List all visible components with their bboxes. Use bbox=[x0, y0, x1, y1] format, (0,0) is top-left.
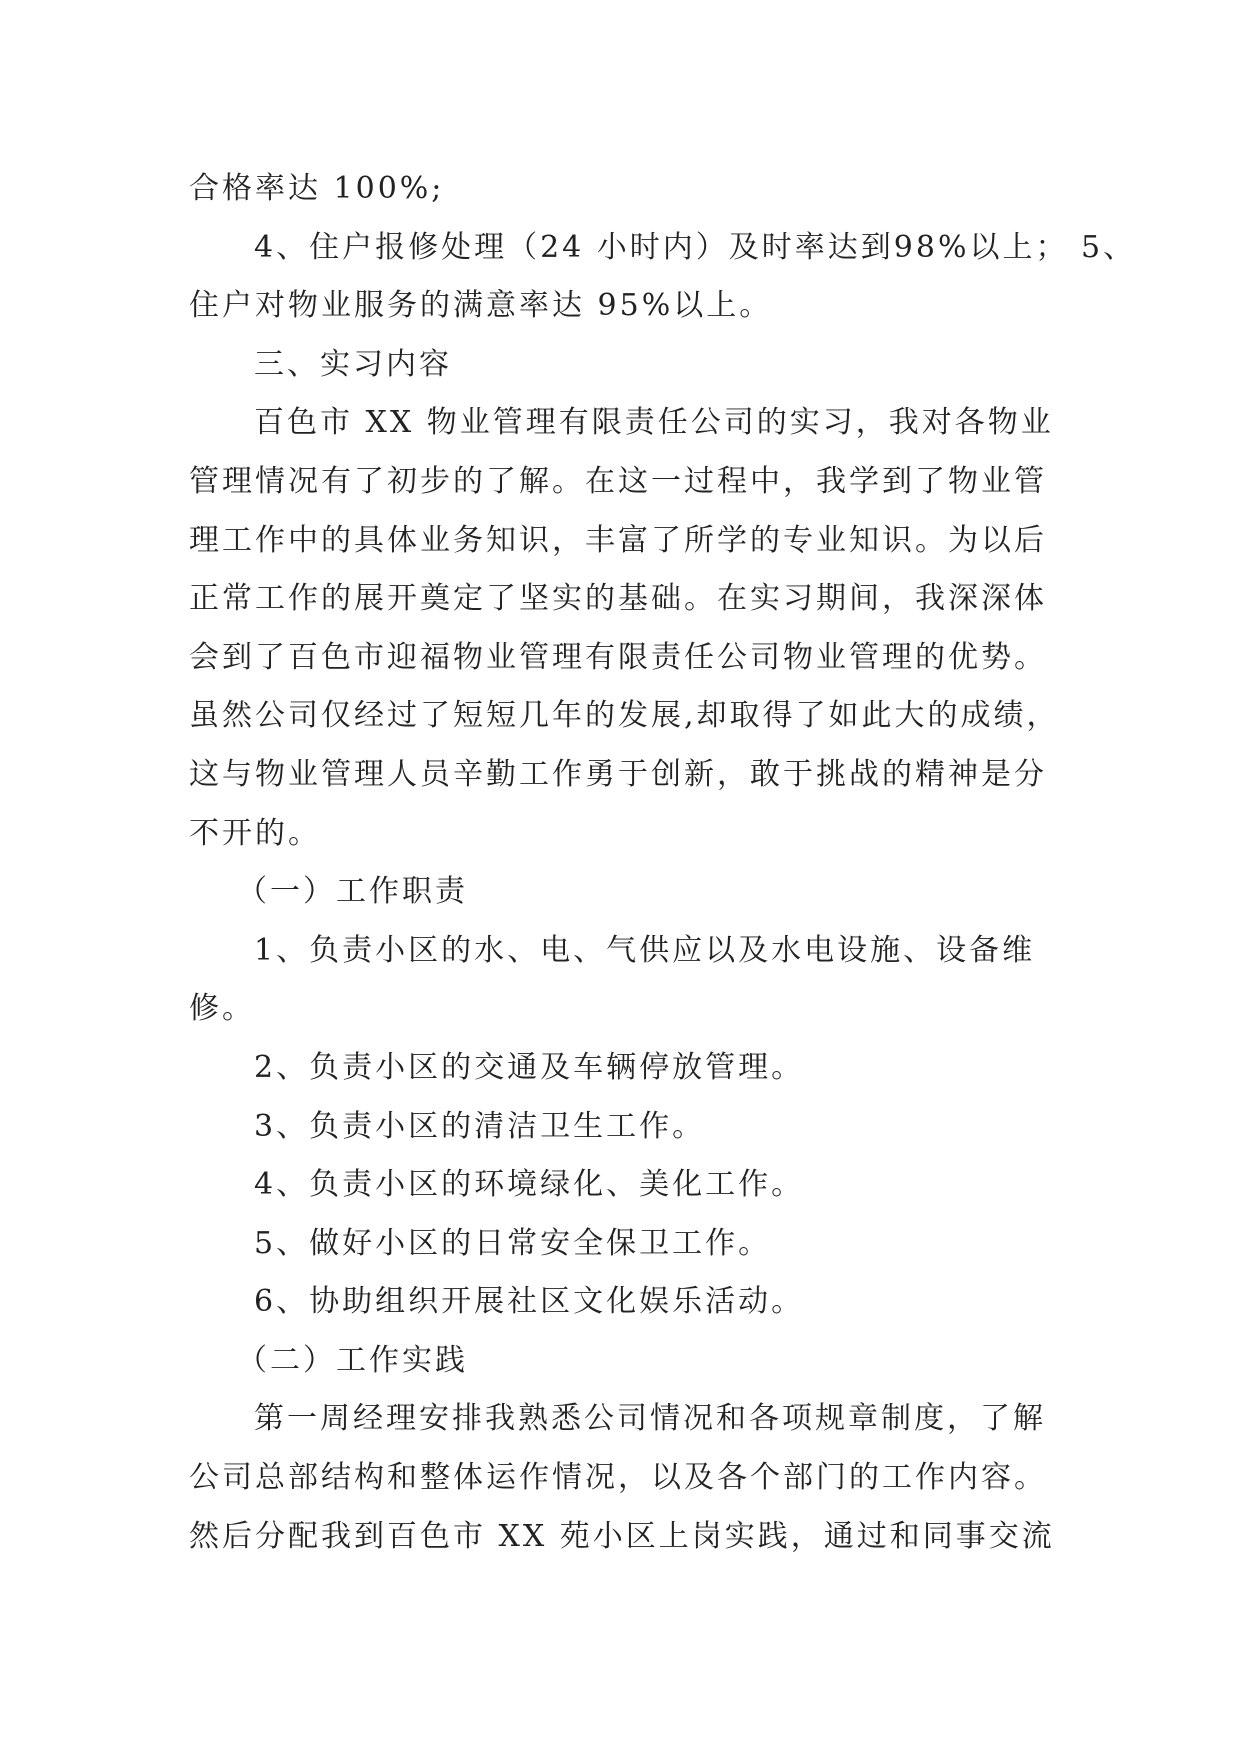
text-line: 正常工作的展开奠定了坚实的基础。在实习期间，我深深体 bbox=[189, 581, 1047, 617]
text-line: 理工作中的具体业务知识，丰富了所学的专业知识。为以后 bbox=[189, 522, 1047, 558]
subsection-heading: （一）工作职责 bbox=[237, 874, 468, 910]
text-line: 管理情况有了初步的了解。在这一过程中，我学到了物业管 bbox=[189, 463, 1047, 499]
text-line: 虽然公司仅经过了短短几年的发展,却取得了如此大的成绩， bbox=[189, 698, 1060, 734]
text-line: 然后分配我到百色市 XX 苑小区上岗实践，通过和同事交流 bbox=[189, 1518, 1055, 1554]
list-item: 5、做好小区的日常安全保卫工作。 bbox=[254, 1225, 772, 1261]
list-item: 2、负责小区的交通及车辆停放管理。 bbox=[254, 1049, 805, 1085]
subsection-heading: （二）工作实践 bbox=[237, 1342, 468, 1378]
document-body bbox=[189, 160, 1137, 1566]
text-line: 公司总部结构和整体运作情况，以及各个部门的工作内容。 bbox=[189, 1460, 1047, 1496]
list-item: 6、协助组织开展社区文化娱乐活动。 bbox=[254, 1284, 805, 1320]
text-line: 百色市 XX 物业管理有限责任公司的实习，我对各物业 bbox=[254, 405, 1054, 441]
list-item: 4、负责小区的环境绿化、美化工作。 bbox=[254, 1167, 805, 1203]
text-line: 这与物业管理人员辛勤工作勇于创新，敢于挑战的精神是分 bbox=[189, 756, 1047, 792]
list-item: 3、负责小区的清洁卫生工作。 bbox=[254, 1108, 706, 1144]
text-line: 住户对物业服务的满意率达 95%以上。 bbox=[189, 288, 773, 324]
text-line: 不开的。 bbox=[189, 815, 321, 851]
text-line: 第一周经理安排我熟悉公司情况和各项规章制度，了解 bbox=[254, 1401, 1046, 1437]
text-line: 合格率达 100%; bbox=[189, 171, 445, 206]
text-line: 修。 bbox=[189, 991, 255, 1027]
section-heading: 三、实习内容 bbox=[254, 346, 452, 382]
text-line: 4、住户报修处理（24 小时内）及时率达到98%以上； 5、 bbox=[254, 229, 1137, 265]
text-line: 会到了百色市迎福物业管理有限责任公司物业管理的优势。 bbox=[189, 639, 1047, 675]
list-item: 1、负责小区的水、电、气供应以及水电设施、设备维 bbox=[254, 932, 1036, 968]
